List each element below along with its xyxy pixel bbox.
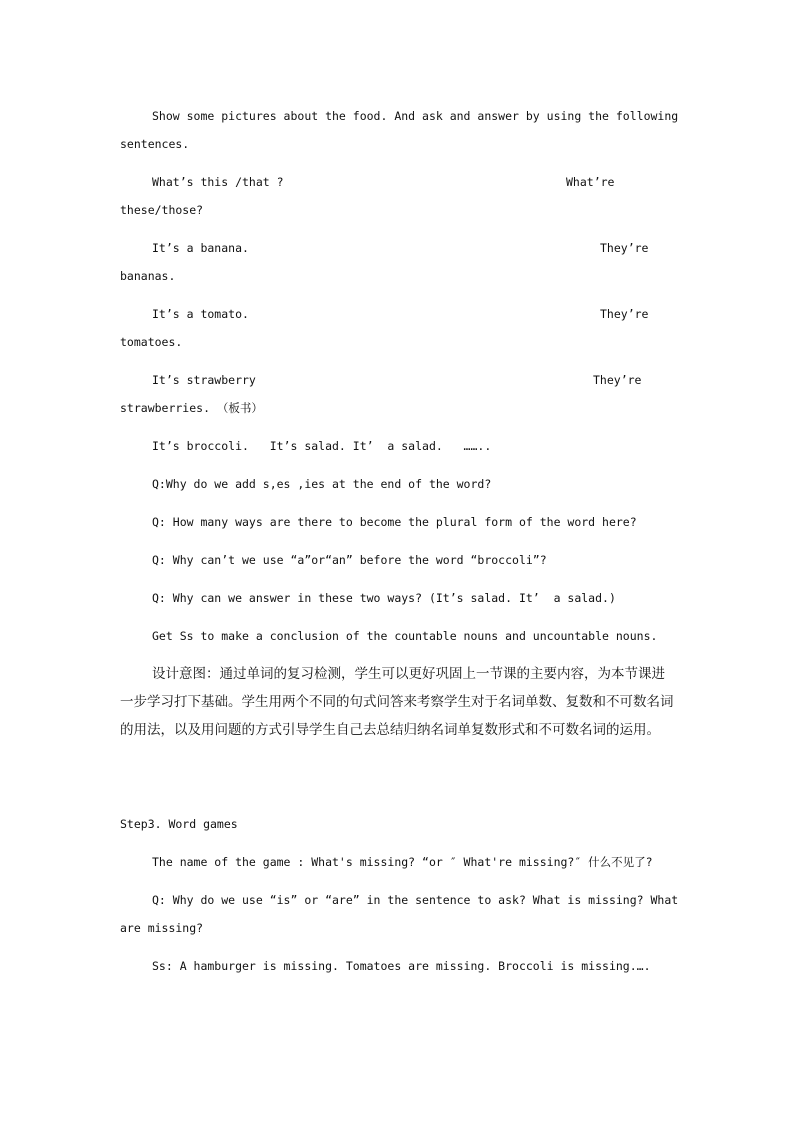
answer-bananas-cont: bananas. <box>120 269 176 283</box>
answer-strawberries-cont: strawberries. （板书） <box>120 401 263 415</box>
question-plural-ways: Q: How many ways are there to become the plural form of the word here? <box>152 515 637 529</box>
answer-strawberry: It’s strawberry <box>152 373 256 387</box>
question-a-an: Q: Why can’t we use “a”or“an” before the word “broccoli”? <box>152 553 547 567</box>
answer-tomato: It’s a tomato. <box>152 307 249 321</box>
question-this-that: What’s this /that ? <box>152 175 284 189</box>
step3-heading: Step3. Word games <box>120 817 238 831</box>
students-answer-line: Ss: A hamburger is missing. Tomatoes are missing. Broccoli is missing.…. <box>152 959 651 973</box>
question-these-those-cont: these/those? <box>120 203 204 217</box>
intro-line: Show some pictures about the food. And ask and answer by using the following <box>152 109 679 123</box>
question-is-are-cont: are missing? <box>120 921 204 935</box>
answer-strawberries: They’re <box>593 373 642 387</box>
answer-banana: It’s a banana. <box>152 241 249 255</box>
answer-uncountable: It’s broccoli. It’s salad. It’ a salad. …….. <box>152 439 492 453</box>
question-is-are: Q: Why do we use “is” or “are” in the sentence to ask? What is missing? What <box>152 893 679 907</box>
answer-tomatoes-cont: tomatoes. <box>120 335 183 349</box>
intro-line-cont: sentences. <box>120 137 190 151</box>
game-name-line: The name of the game : What's missing? “or ″ What're missing?″ 什么不见了? <box>152 855 653 869</box>
answer-tomatoes: They’re <box>600 307 649 321</box>
question-these-those: What’re <box>566 175 615 189</box>
question-add-s: Q:Why do we add s,es ,ies at the end of the word? <box>152 477 492 491</box>
design-intent-paragraph: 设计意图：通过单词的复习检测，学生可以更好巩固上一节课的主要内容，为本节课进一步学习打下基础。学生用两个不同的句式问答来考察学生对于名词单数、复数和不可数名词的用法，以及用问题的方式引导学生自己去总结归纳名词单复数形式和不可数名词的运用。 <box>120 666 674 738</box>
answer-bananas: They’re <box>600 241 649 255</box>
question-two-ways: Q: Why can we answer in these two ways? (It’s salad. It’ a salad.) <box>152 591 616 605</box>
conclusion-line: Get Ss to make a conclusion of the countable nouns and uncountable nouns. <box>152 629 658 643</box>
